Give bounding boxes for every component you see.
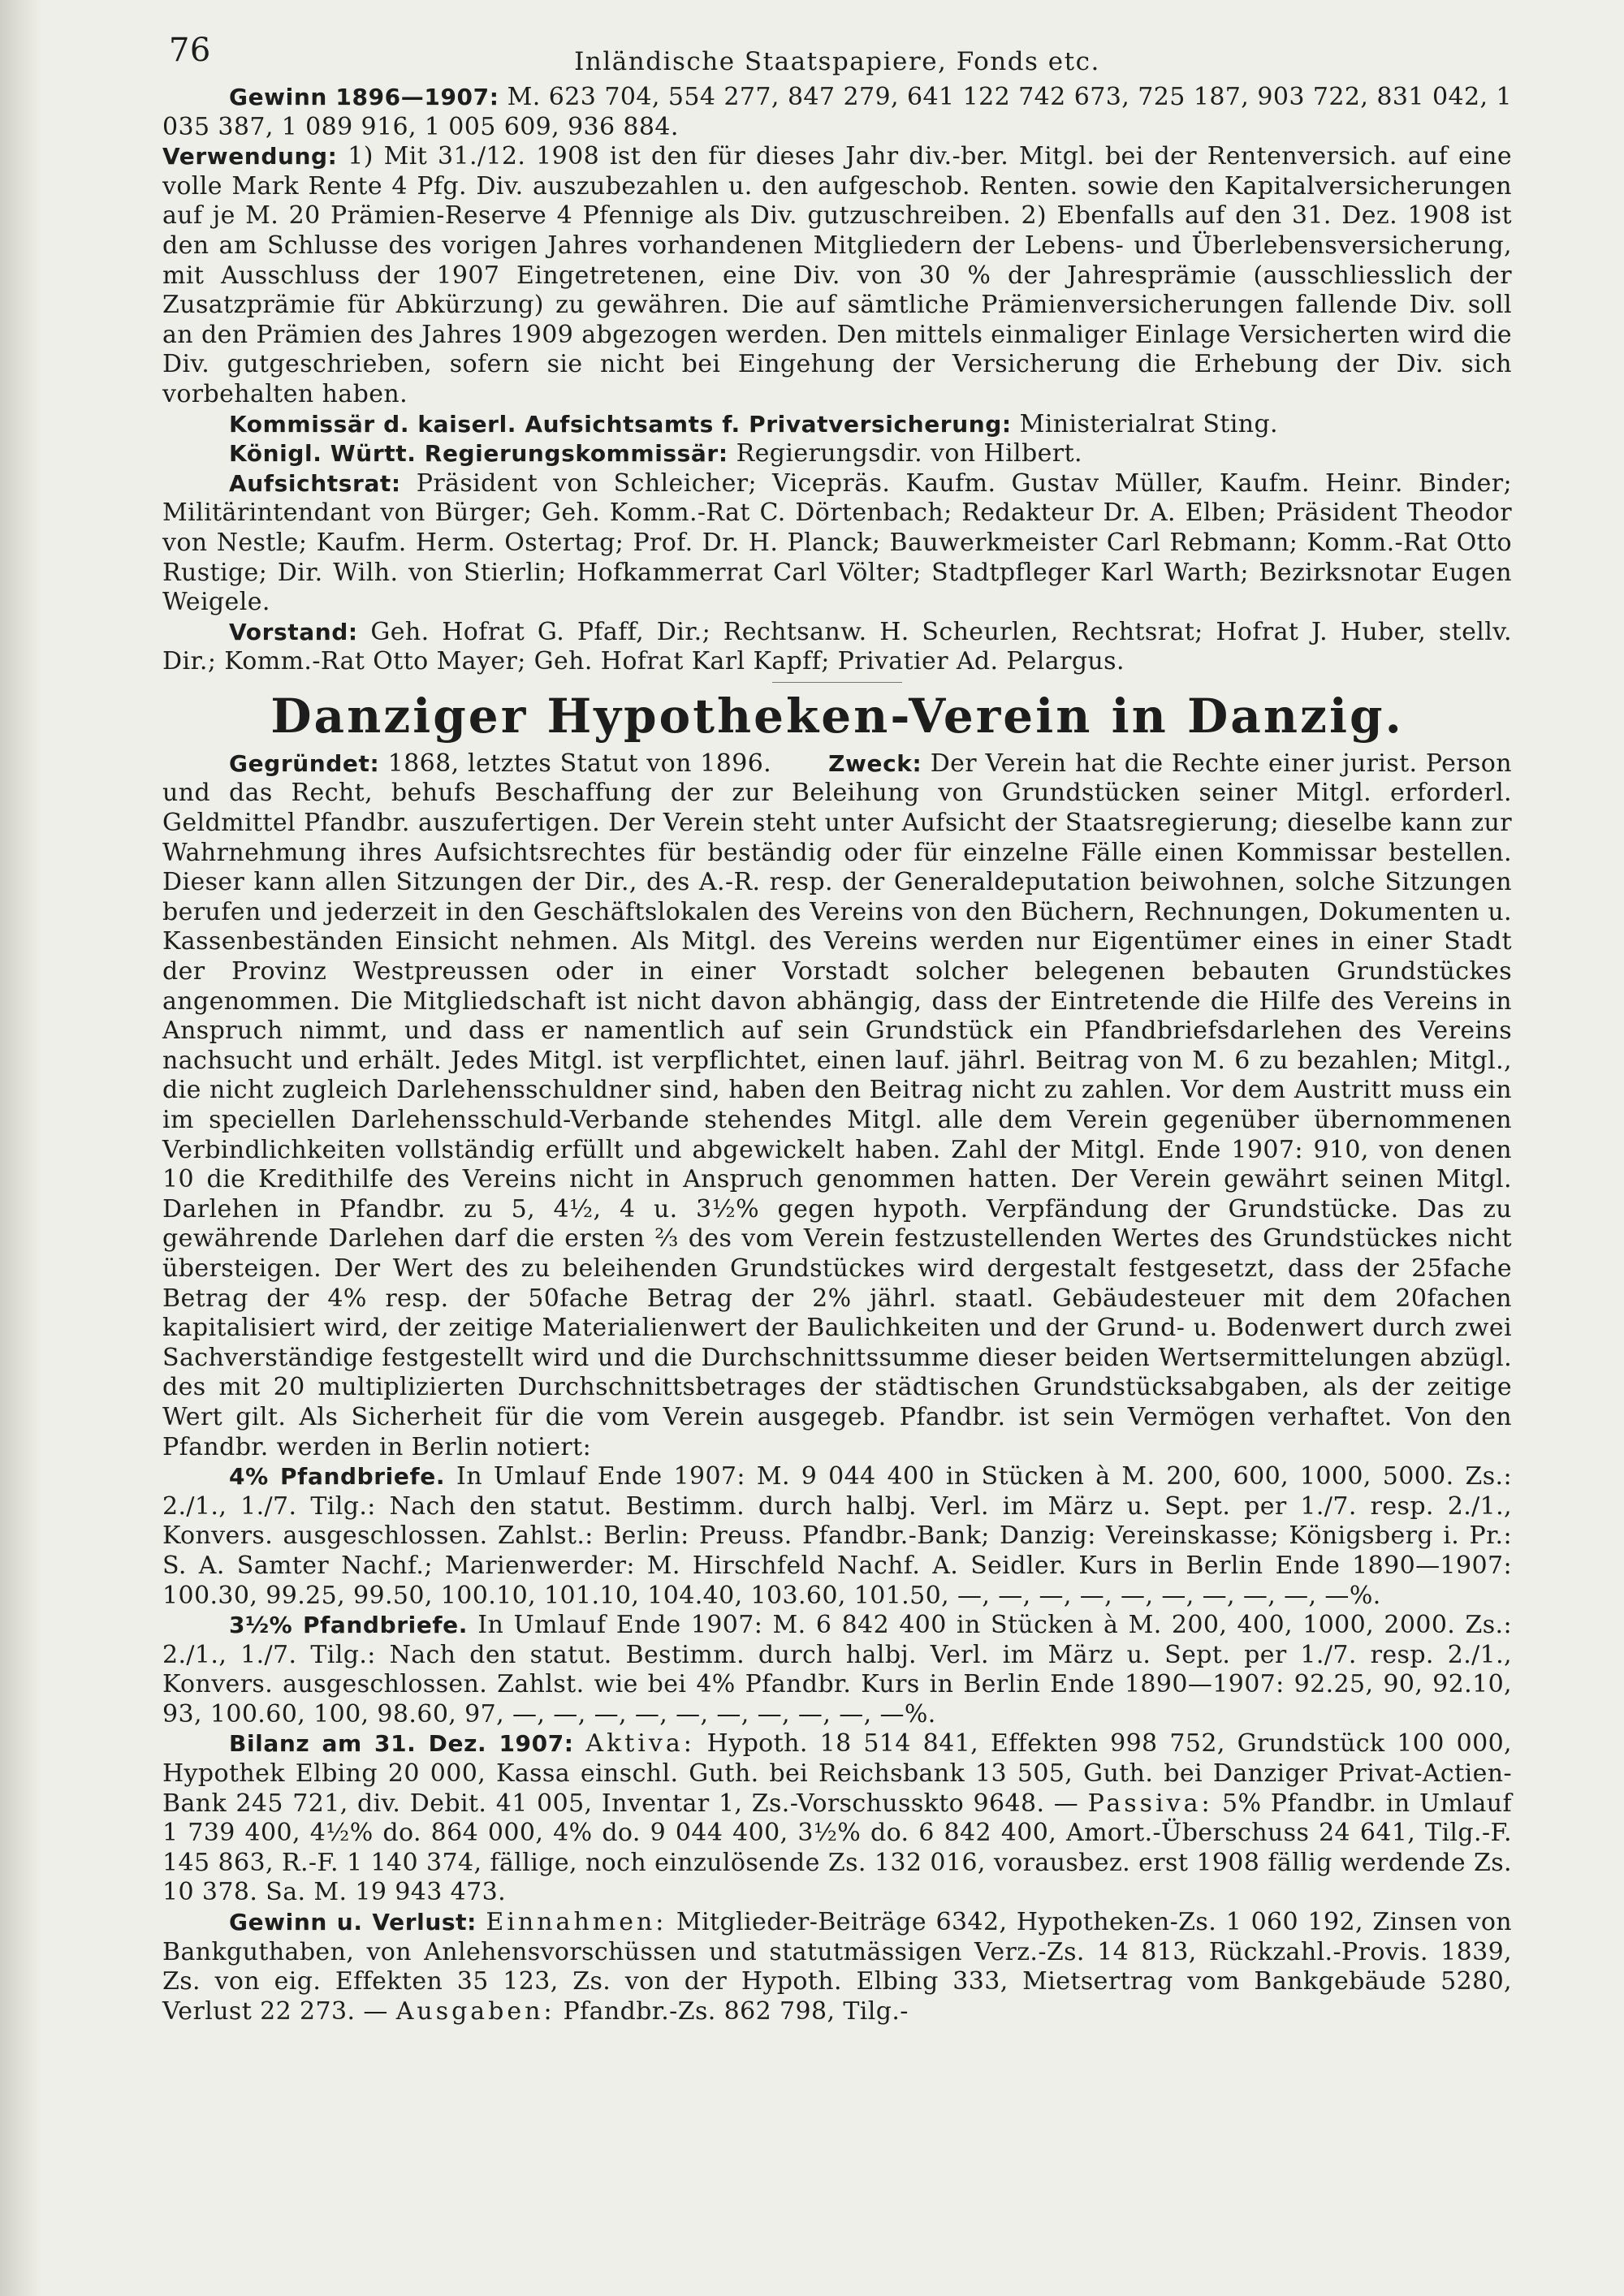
regierung-paragraph — [162, 439, 1512, 469]
gewinn-text: M. 623 704, 554 277, 847 279, 641 122 742 673, 725 187, 903 722, 831 042, 1 035 387, 1 089 916, 1 005 609, 936 884. — [162, 83, 1512, 141]
gewinn-paragraph — [162, 83, 1512, 142]
ausgaben-label: Ausgaben: — [395, 1996, 555, 2026]
einnahmen-text: Mitglieder-Beiträge 6342, Hypotheken-Zs. 1 060 192, Zinsen von Bankguthaben, von Anlehensvorschüssen und statutmässigen Verz.-Zs. 14 813, Rückzahl.-Provis. 1839, Zs. von eig. Effekten 35 123, Zs. von der Hypoth. Elbing 333, Mietsertrag vom Bankgebäude 5280, Verlust 22 273. — — [162, 1908, 1512, 2026]
gewinn-verlust-paragraph — [162, 1908, 1512, 2026]
gewinn-verlust-label: Gewinn u. Verlust: — [229, 1909, 477, 1936]
running-title: Inländische Staatspapiere, Fonds etc. — [574, 47, 1100, 76]
gegruendet-label: Gegründet: — [229, 749, 380, 777]
kommissar-paragraph — [162, 410, 1512, 440]
gewinn-label: Gewinn 1896—1907: — [229, 84, 499, 110]
pfandbriefe-4-paragraph — [162, 1462, 1512, 1611]
page-binding-edge — [0, 0, 42, 2296]
verwendung-text: 1) Mit 31./12. 1908 ist den für dieses Jahr div.-ber. Mitgl. bei der Rentenversich. auf eine volle Mark Rente 4 Pfg. Div. auszubezahlen u. den aufgeschob. Renten. sowie den Kapitalversicherungen auf je M. 20 Prämien-Reserve 4 Pfennige als Div. gutzuschreiben. 2) Ebenfalls auf den 31. Dez. 1908 ist den am Schlusse des vorigen Jahres vorhandenen Mitgliedern der Lebens- und Überlebensversicherung, mit Ausschluss der 1907 Eingetretenen, eine Div. von 30 % der Jahresprämie (ausschliesslich der Zusatzprämie für Abkürzung) zu gewähren. Die auf sämtliche Prämienversicherungen fallende Div. soll an den Prämien des Jahres 1909 abgezogen werden. Den mittels einmaliger Einlage Versicherten wird die Div. gutgeschrieben, sofern sie nicht bei Eingehung der Versicherung die Erhebung der Div. sich vorbehalten haben. — [162, 142, 1512, 408]
kommissar-text: Ministerialrat Sting. — [1011, 409, 1278, 438]
bilanz-text-passiva: 5% Pfandbr. in Umlauf 1 739 400, 4½% do. 864 000, 4% do. 9 044 400, 3½% do. 6 842 400, Amort.-Überschuss 24 641, Tilg.-F. 145 863, R.-F. 1 140 374, fällige, noch einzulösende Zs. 132 016, vorausbez. erst 1908 fällig werdende Zs. 10 378. Sa. M. 19 943 473. — [162, 1789, 1512, 1907]
section-title: Danziger Hypotheken-Verein in Danzig. — [270, 688, 1404, 744]
gegruendet-text: 1868, letztes Statut von 1896. — [379, 749, 772, 778]
aufsichtsrat-label: Aufsichtsrat: — [229, 469, 401, 497]
regierung-label: Königl. Württ. Regierungskommissär: — [229, 440, 728, 468]
section-divider — [772, 682, 902, 683]
vorstand-label: Vorstand: — [229, 618, 358, 645]
gegruendet-zweck-paragraph — [162, 749, 1512, 1462]
bilanz-passiva-label: Passiva: — [1087, 1789, 1213, 1818]
pfandbriefe-35-text: In Umlauf Ende 1907: M. 6 842 400 in Stücken à M. 200, 400, 1000, 2000. Zs.: 2./1., 1./7. Tilg.: Nach den statut. Bestimm. durch halbj. Verl. im März u. Sept. per 1./7. resp. 2./1., Konvers. ausgeschlossen. Zahlst. wie bei 4% Pfandbr. Kurs in Berlin Ende 1890—1907: 92.25, 90, 92.10, 93, 100.60, 100, 98.60, 97, —, —, —, —, —, —, —, —, —, —%. — [162, 1611, 1512, 1728]
document-page — [162, 32, 1512, 2026]
verwendung-paragraph — [162, 142, 1512, 409]
bilanz-aktiva-label: Aktiva: — [585, 1729, 695, 1759]
verwendung-label: Verwendung: — [162, 143, 338, 170]
page-number: 76 — [169, 32, 211, 69]
aufsichtsrat-text: Präsident von Schleicher; Vicepräs. Kaufm. Gustav Müller, Kaufm. Heinr. Binder; Militärintendant von Bürger; Geh. Komm.-Rat C. Dörtenbach; Redakteur Dr. A. Elben; Präsident Theodor von Nestle; Kaufm. Herm. Ostertag; Prof. Dr. H. Planck; Bauwerkmeister Carl Rebmann; Komm.-Rat Otto Rustige; Dir. Wilh. von Stierlin; Hofkammerrat Carl Völter; Stadtpfleger Karl Warth; Bezirksnotar Eugen Weigele. — [162, 468, 1512, 617]
vorstand-paragraph — [162, 618, 1512, 677]
ausgaben-text: Pfandbr.-Zs. 862 798, Tilg.- — [555, 1996, 909, 2026]
bilanz-paragraph — [162, 1729, 1512, 1908]
einnahmen-label: Einnahmen: — [486, 1908, 667, 1937]
pfandbriefe-35-paragraph — [162, 1611, 1512, 1729]
bilanz-text-aktiva: Hypoth. 18 514 841, Effekten 998 752, Grundstück 100 000, Hypothek Elbing 20 000, Kassa einschl. Guth. bei Reichsbank 13 505, Guth. bei Danziger Privat-Actien-Bank 245 721, div. Debit. 41 005, Inventar 1, Zs.-Vorschusskto 9648. — — [162, 1729, 1512, 1818]
running-header — [162, 32, 1512, 83]
zweck-label: Zweck: — [828, 749, 922, 777]
pfandbriefe-35-label: 3½% Pfandbriefe. — [229, 1612, 469, 1639]
pfandbriefe-4-label: 4% Pfandbriefe. — [229, 1463, 446, 1491]
aufsichtsrat-paragraph — [162, 469, 1512, 618]
vorstand-text: Geh. Hofrat G. Pfaff, Dir.; Rechtsanw. H. Scheurlen, Rechtsrat; Hofrat J. Huber, stellv. Dir.; Komm.-Rat Otto Mayer; Geh. Hofrat Karl Kapff; Privatier Ad. Pelargus. — [162, 617, 1512, 676]
regierung-text: Regierungsdir. von Hilbert. — [728, 439, 1082, 468]
pfandbriefe-4-text: In Umlauf Ende 1907: M. 9 044 400 in Stücken à M. 200, 600, 1000, 5000. Zs.: 2./1., 1./7. Tilg.: Nach den statut. Bestimm. durch halbj. Verl. im März u. Sept. per 1./7. resp. 2./1., Konvers. ausgeschlossen. Zahlst.: Berlin: Preuss. Pfandbr.-Bank; Danzig: Vereinskasse; Königsberg i. Pr.: S. A. Samter Nachf.; Marienwerder: M. Hirschfeld Nachf. A. Seidler. Kurs in Berlin Ende 1890—1907: 100.30, 99.25, 99.50, 100.10, 101.10, 104.40, 103.60, 101.50, —, —, —, —, —, —, —, —, —, —%. — [162, 1462, 1512, 1610]
zweck-text: Der Verein hat die Rechte einer jurist. Person und das Recht, behufs Beschaffung der zur Beleihung von Grundstücken seiner Mitgl. erforderl. Geldmittel Pfandbr. auszufertigen. Der Verein steht unter Aufsicht der Staatsregierung; dieselbe kann zur Wahrnehmung ihres Aufsichtsrechtes für beständig oder für einzelne Fälle einen Kommissar bestellen. Dieser kann allen Sitzungen der Dir., des A.-R. resp. der Generaldeputation beiwohnen, solche Sitzungen berufen und jederzeit in den Geschäftslokalen des Vereins von den Büchern, Rechnungen, Dokumenten u. Kassenbeständen Einsicht nehmen. Als Mitgl. des Vereins werden nur Eigentümer eines in einer Stadt der Provinz Westpreussen oder in einer Vorstadt solcher belegenen bebauten Grundstückes angenommen. Die Mitgliedschaft ist nicht davon abhängig, dass der Eintretende die Hilfe des Vereins in Anspruch nimmt, und dass er namentlich auf sein Grundstück ein Pfandbriefsdarlehen des Vereins nachsucht und erhält. Jedes Mitgl. ist verpflichtet, einen lauf. jährl. Beitrag von M. 6 zu bezahlen; Mitgl., die nicht zugleich Darlehensschuldner sind, haben den Beitrag nicht zu zahlen. Vor dem Austritt muss ein im speciellen Darlehensschuld-Verbande stehendes Mitgl. alle dem Verein gegenüber übernommenen Verbindlichkeiten vollständig erfüllt und abgewickelt haben. Zahl der Mitgl. Ende 1907: 910, von denen 10 die Kredithilfe des Vereins nicht in Anspruch genommen hatten. Der Verein gewährt seinen Mitgl. Darlehen in Pfandbr. zu 5, 4½, 4 u. 3½% gegen hypoth. Verpfändung der Grundstücke. Das zu gewährende Darlehen darf die ersten ⅔ des vom Verein festzustellenden Wertes des Grundstückes nicht übersteigen. Der Wert des zu beleihenden Grundstückes wird dergestalt festgesetzt, dass der 25fache Betrag der 4% resp. der 50fache Betrag der 2% jährl. staatl. Gebäudesteuer mit dem 20fachen kapitalisiert wird, der zeitige Materialienwert der Baulichkeiten und der Grund- u. Bodenwert durch zwei Sachverständige festgestellt wird und die Durchschnittssumme dieser beiden Wertsermittelungen abzügl. des mit 20 multiplizierten Durchschnittsbetrages der städtischen Grundstücksabgaben, als der zeitige Wert gilt. Als Sicherheit für die vom Verein ausgegeb. Pfandbr. ist sein Vermögen verhaftet. Von den Pfandbr. werden in Berlin notiert: — [162, 749, 1512, 1461]
bilanz-label: Bilanz am 31. Dez. 1907: — [229, 1730, 574, 1758]
kommissar-label: Kommissär d. kaiserl. Aufsichtsamts f. Privatversicherung: — [229, 410, 1012, 438]
